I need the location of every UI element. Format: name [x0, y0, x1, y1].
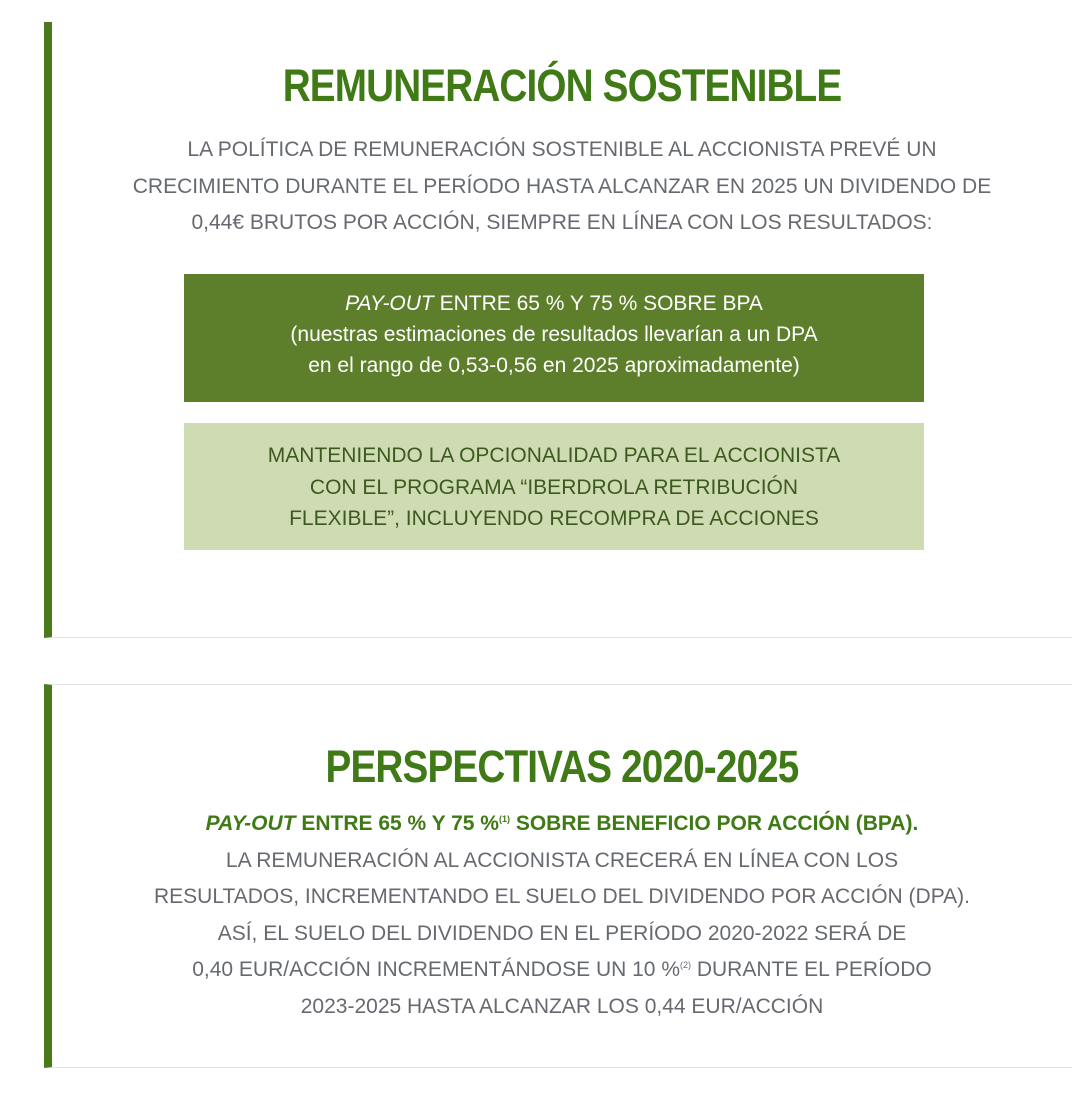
perspectivas-emphasis: PAY-OUT [205, 812, 296, 835]
opcionalidad-box [184, 423, 924, 550]
footnote-1-marker: (1) [498, 814, 510, 824]
perspectivas-line-2: RESULTADOS, INCREMENTANDO EL SUELO DEL DIVIDENDO POR ACCIÓN (DPA). [153, 885, 971, 908]
perspectivas-card [44, 684, 1072, 1068]
payout-emphasis: PAY-OUT [345, 292, 434, 315]
payout-line-2: (nuestras estimaciones de resultados llevarían a un DPA [290, 323, 818, 346]
perspectivas-highlight-pre: ENTRE 65 % Y 75 % [295, 812, 499, 835]
remuneracion-intro [72, 132, 1052, 242]
perspectivas-line-5: 2023-2025 HASTA ALCANZAR LOS 0,44 EUR/ACCIÓN [300, 994, 824, 1018]
footnote-2-marker: (2) [680, 960, 691, 970]
payout-line-3: en el rango de 0,53-0,56 en 2025 aproximadamente) [308, 354, 800, 377]
perspectivas-line-1: LA REMUNERACIÓN AL ACCIONISTA CRECERÁ EN LÍNEA CON LOS [225, 848, 899, 872]
perspectivas-line-4 [72, 952, 1052, 989]
perspectivas-line-4-post: DURANTE EL PERÍODO [691, 958, 932, 981]
perspectivas-line-3: ASÍ, EL SUELO DEL DIVIDENDO EN EL PERÍODO 2020-2022 SERÁ DE [217, 921, 907, 945]
perspectivas-highlight [72, 806, 1052, 843]
opcionalidad-line-3: FLEXIBLE”, INCLUYENDO RECOMPRA DE ACCIONES [289, 507, 819, 530]
payout-line-1-rest: ENTRE 65 % Y 75 % SOBRE BPA [433, 292, 763, 315]
perspectivas-text [72, 806, 1052, 1025]
intro-line-3: 0,44€ BRUTOS POR ACCIÓN, SIEMPRE EN LÍNEA CON LOS RESULTADOS: [191, 211, 933, 234]
opcionalidad-line-2: CON EL PROGRAMA “IBERDROLA RETRIBUCIÓN [309, 475, 799, 499]
payout-box [184, 274, 924, 402]
perspectivas-line-4-pre: 0,40 EUR/ACCIÓN INCREMENTÁNDOSE UN 10 % [192, 958, 680, 981]
intro-line-2: CRECIMIENTO DURANTE EL PERÍODO HASTA ALCANZAR EN 2025 UN DIVIDENDO DE [132, 174, 992, 198]
perspectivas-highlight-post: SOBRE BENEFICIO POR ACCIÓN (BPA). [509, 812, 919, 835]
opcionalidad-line-1: MANTENIENDO LA OPCIONALIDAD PARA EL ACCIONISTA [267, 444, 841, 467]
payout-line-1 [184, 288, 924, 319]
intro-line-1: LA POLÍTICA DE REMUNERACIÓN SOSTENIBLE AL ACCIONISTA PREVÉ UN [187, 138, 937, 161]
remuneracion-title: REMUNERACIÓN SOSTENIBLE [282, 60, 842, 111]
perspectivas-title: PERSPECTIVAS 2020-2025 [325, 741, 799, 792]
remuneracion-card [44, 22, 1072, 638]
